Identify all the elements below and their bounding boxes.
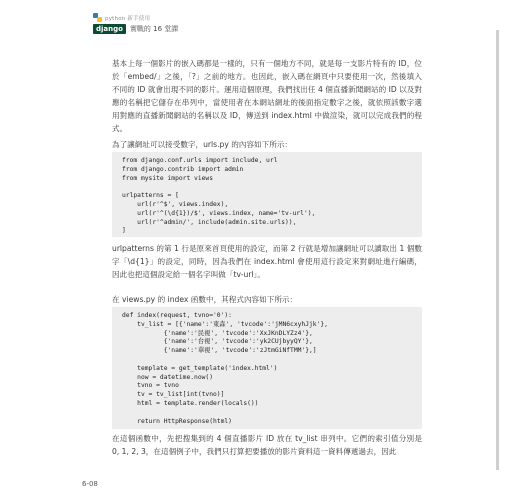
urls-intro-paragraph: 為了讓網址可以接受數字，urls.py 的內容如下所示： (112, 140, 293, 149)
views-intro-paragraph: 在 views.py 的 index 函數中，其程式內容如下所示： (112, 295, 298, 304)
urlpatterns-explanation: urlpatterns 的第 1 行是原來首頁使用的設定，而第 2 行就是增加讓網址可以讀取出 1 個數字「\d{1}」的設定，同時，因為我們在 index.html 會使用這行設定來對網址進行編碼，因此也把這個設定給一個名字叫做「tv-url」。 (112, 244, 422, 279)
views-code: def index(request, tvno='0'): tv_list = [{'name':'東森', 'tvcode':'jMN6cxyhJjk'}, {'name':'民視', 'tvcode':'XxJKnDLYZz4'}, {'name':'台視', 'tvcode':'yk2CUjbyyQY'}, {'name':'華視', 'tvcode':'zJtmGiNfTMM'},] template = get_template('index.html') now = datetime.now() tvno = tvno tv = tv_list[int(tvno)] html = template.render(locals()) return HttpResponse(html) (122, 312, 328, 425)
page-edge (496, 0, 520, 500)
series-label: python 新手使用 (105, 15, 151, 22)
urls-code-block (112, 152, 422, 237)
book-title: 實戰的 16 堂課 (129, 25, 179, 33)
urls-code: from django.conf.urls import include, url from django.contrib import admin from mysite import views urlpatterns = [ url(r'^$', views.index), url(r'^(\d{1})/$', views.index, name='tv-url'), url(r'^admin/', include(admin.site.urls)), ] (122, 157, 316, 235)
page-number: 6-08 (82, 480, 98, 488)
django-badge: django (93, 24, 126, 34)
running-header (93, 13, 178, 34)
python-logo-icon (93, 13, 102, 22)
intro-paragraph: 基本上每一個影片的嵌入碼都是一樣的，只有一個地方不同，就是每一支影片特有的 ID，位於「embed/」之後，「?」之前的地方。也因此，嵌入碼在網頁中只要使用一次，然後填入不同的 ID 就會出現不同的影片。運用這個原理，我們找出任 4 個直播新聞網站的 ID 以及對應的名稱把它儲存在串列中，當使用者在本網站網址的後面指定數字之後，就依照該數字選用對應的直播新聞網站的名稱以及 ID，傳送到 index.html 中做渲染，就可以完成我們的程式。 (112, 59, 422, 133)
function-explanation: 在這個函數中，先把搜集到的 4 個直播影片 ID 放在 tv_list 串列中。它們的索引值分別是 0, 1, 2, 3，在這個例子中，我們只打算把要播放的影片資料這一資料傳遞過去，因此 (112, 434, 422, 456)
views-code-block (112, 307, 422, 429)
